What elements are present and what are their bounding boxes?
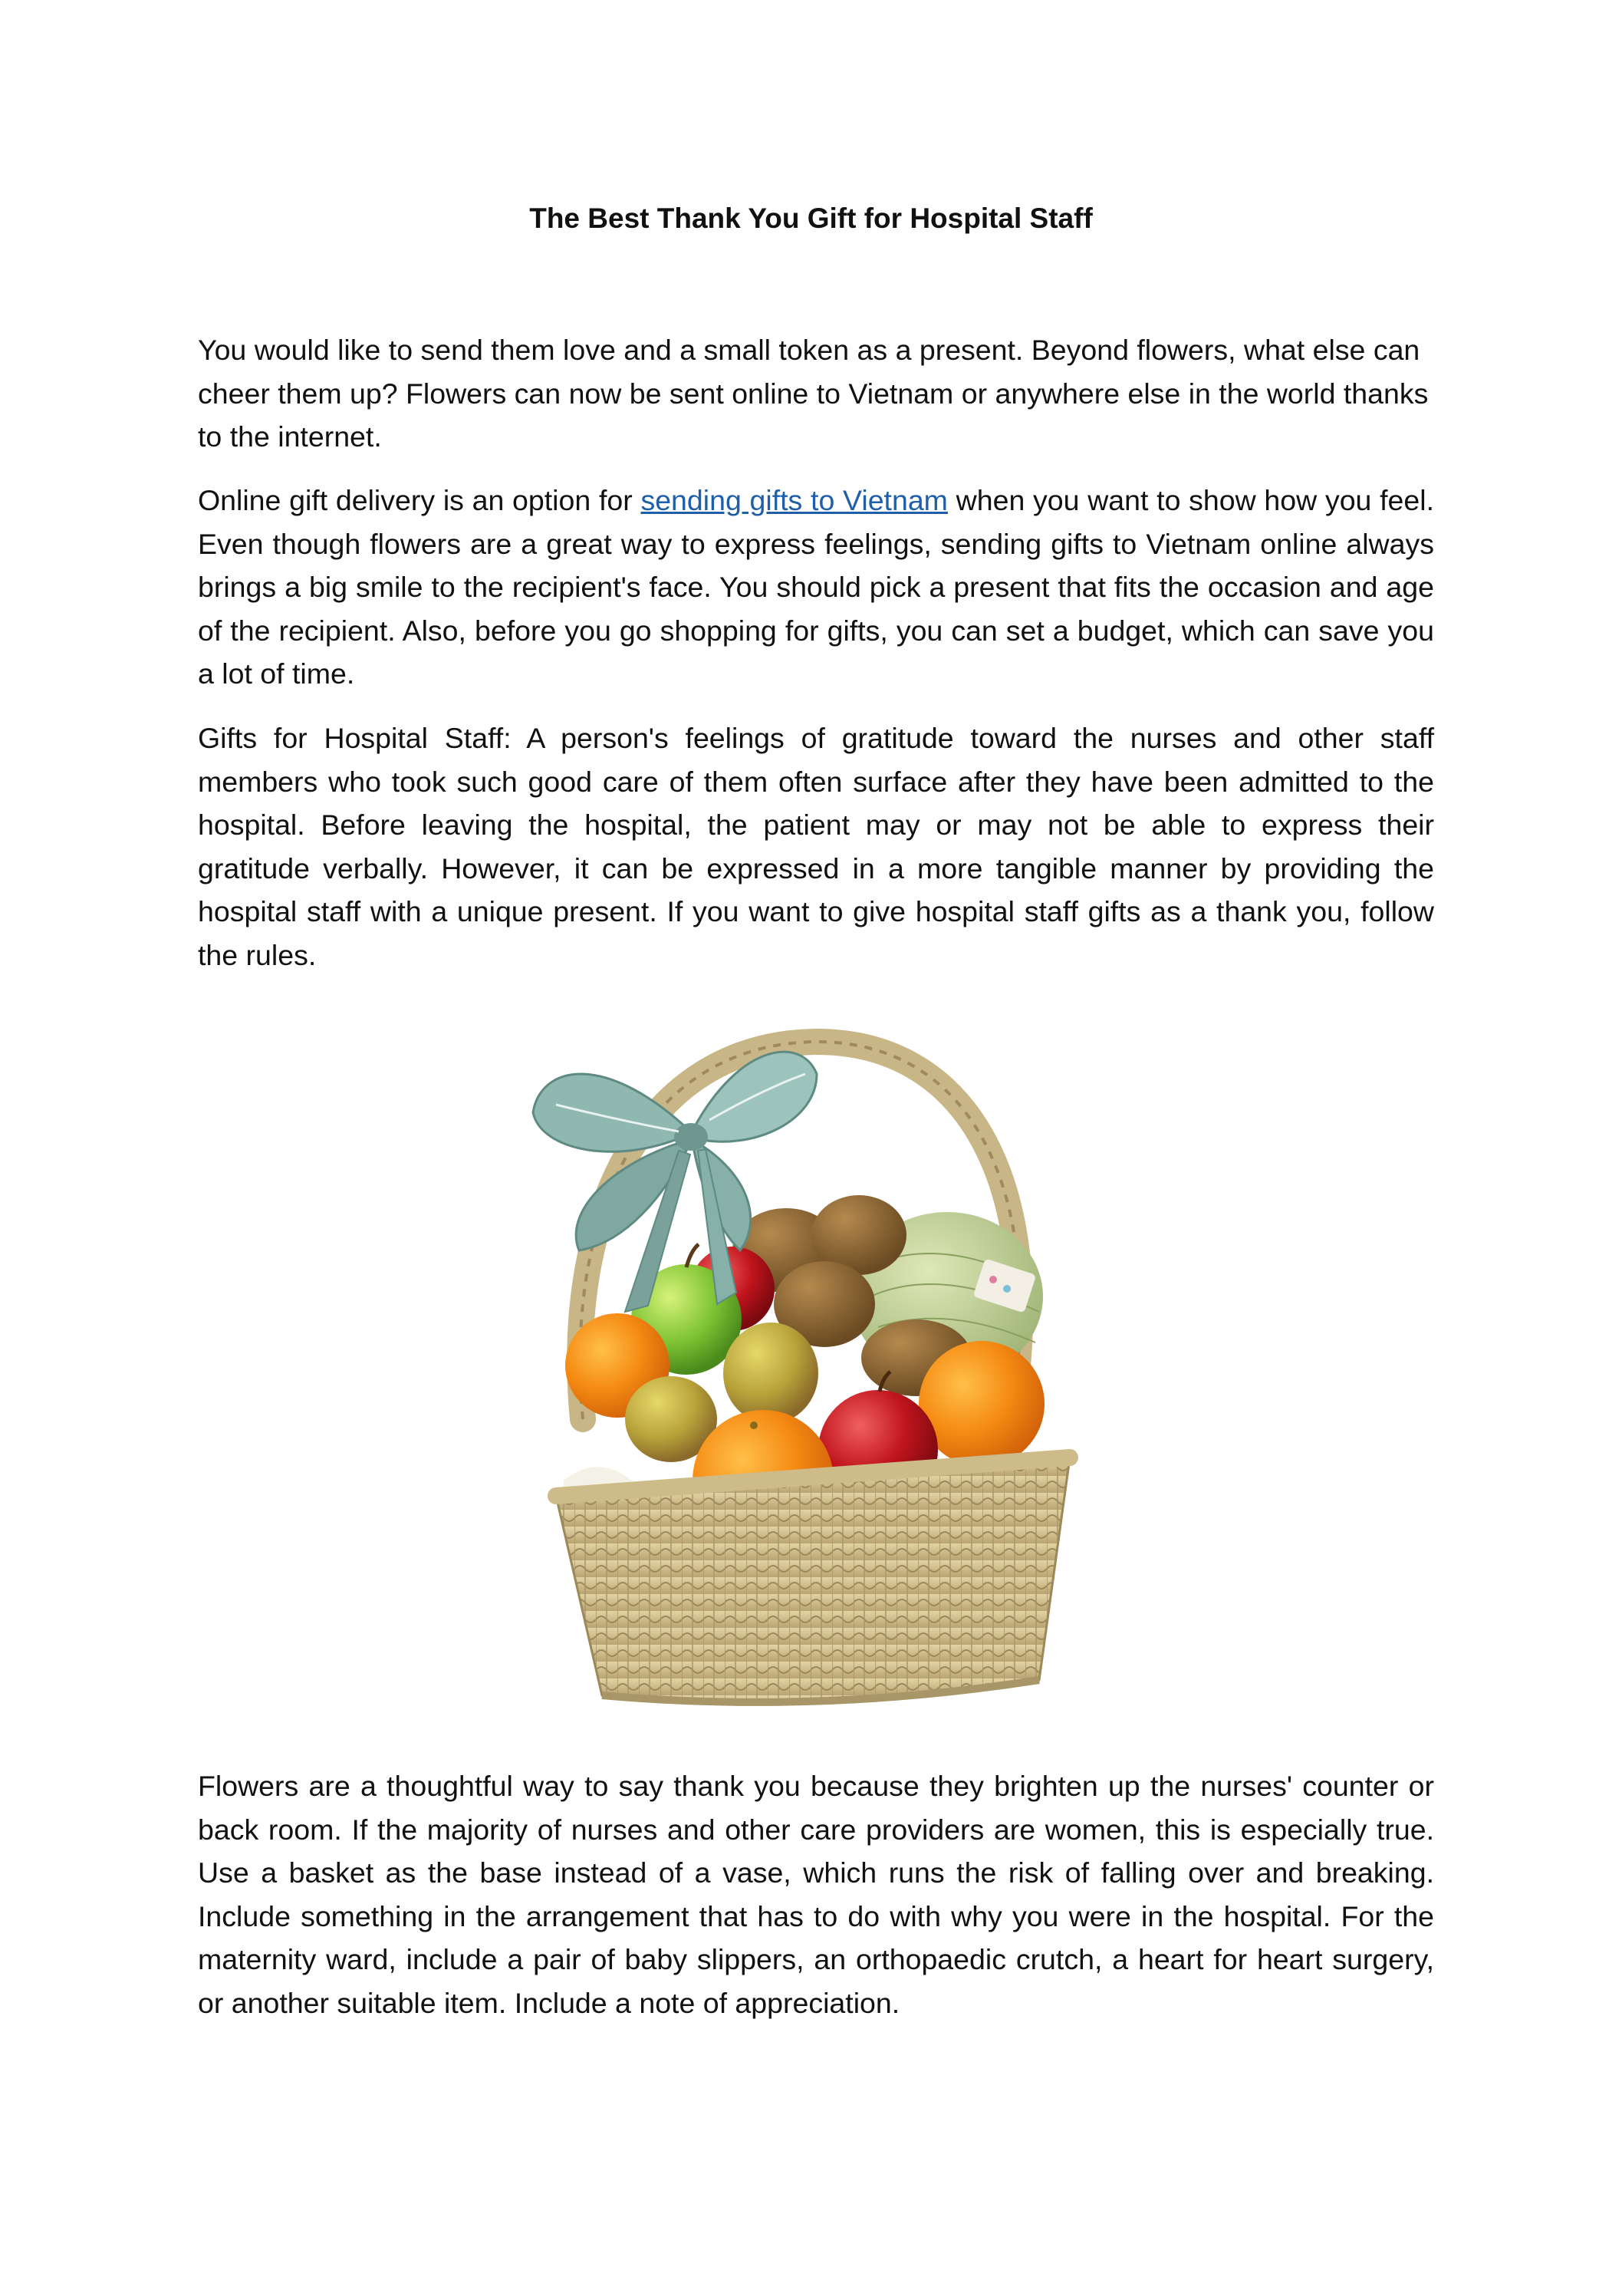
fruit-basket-image (510, 1020, 1116, 1726)
paragraph-online-delivery (198, 479, 1434, 696)
paragraph-text-after-link: when you want to show how you feel. Even though flowers are a great way to express feelings, sending gifts to Vietnam online always brings a big smile to the recipient's face. You should pick a present that fits the occasion and age of the recipient. Also, before you go shopping for gifts, you can set a budget, which can save you a lot of time. (198, 484, 1435, 690)
sending-gifts-link[interactable]: sending gifts to Vietnam (640, 484, 948, 516)
paragraph-hospital-staff: Gifts for Hospital Staff: A person's feelings of gratitude toward the nurses and other staff members who took such good care of them often surface after they have been admitted to the hospital. Before leaving the hospital, the patient may or may not be able to express their gratitude verbally. However, it can be expressed in a more tangible manner by providing the hospital staff with a unique present. If you want to give hospital staff gifts as a thank you, follow the rules. (198, 722, 1434, 971)
paragraph-text-before-link: Online gift delivery is an option for (198, 484, 641, 516)
fruit-basket-icon (510, 1020, 1116, 1726)
paragraph-flowers: Flowers are a thoughtful way to say thank you because they brighten up the nurses' counter or back room. If the majority of nurses and other care providers are women, this is especially true. Use a basket as the base instead of a vase, which runs the risk of falling over and breaking. Include something in the arrangement that has to do with why you were in the hospital. For the maternity ward, include a pair of baby slippers, an orthopaedic crutch, a heart for heart surgery, or another suitable item. Include a note of appreciation. (198, 1770, 1434, 2019)
page-title: The Best Thank You Gift for Hospital Staff (529, 203, 1093, 234)
paragraph-intro: You would like to send them love and a small token as a present. Beyond flowers, what else can cheer them up? Flowers can now be sent online to Vietnam or anywhere else in the world thanks to the internet. (198, 334, 1429, 453)
